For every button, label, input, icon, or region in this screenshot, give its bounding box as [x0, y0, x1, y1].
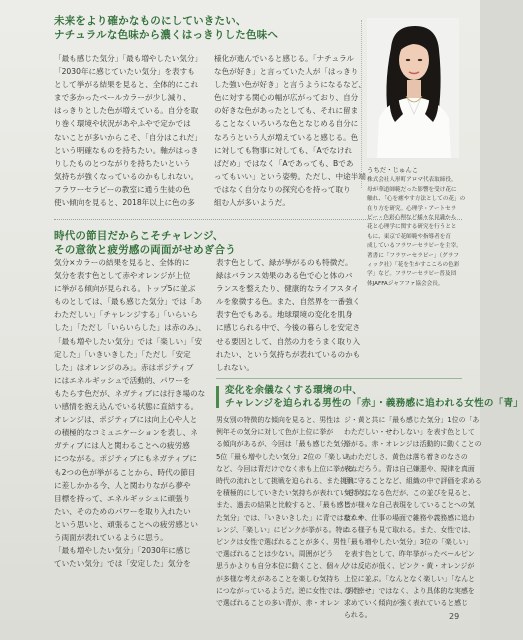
text-line: わただしい」「チャレンジする」「いらいら: [54, 310, 198, 320]
text-line: レンジ、「楽しい」にピンクが挙がる。特に: [216, 525, 350, 534]
text-line: ってもいい」という姿勢。ただし、中途半端: [214, 171, 366, 181]
text-line: につながる。ポジティブにもネガティブに: [54, 454, 197, 464]
text-line: 定した」「いきいきした」「ただし「安定: [54, 349, 191, 359]
text-line: に差しかかる今、人と関わりながら夢や: [54, 480, 191, 490]
text-line: 上位に並ぶ。「なんとなく楽しい」「なんと: [344, 574, 476, 583]
text-line: 目標を持って、エネルギッシュに頑張り: [54, 493, 191, 503]
text-line: りしたものとつながりを持ちたいという: [54, 158, 191, 168]
text-line: あわただしさ、黄色は落ち着きのなさの: [344, 452, 468, 461]
text-line: で選ばれることは少ない。周囲がどう: [216, 550, 334, 559]
text-line: ていたい気分」では「安定した」気分を: [54, 559, 191, 569]
text-line: ピンクは女性で選ばれることが多く、男性: [216, 538, 347, 547]
text-line: で選ばれることの多い青が、赤・オレン: [216, 599, 340, 608]
text-line: も2つの色が挙がることから、時代の節目: [54, 467, 196, 477]
text-line: 様化が進んでいると感じる。「ナチュラル: [214, 54, 355, 63]
author-profile-body: [367, 176, 466, 289]
text-line: ルを象徴する色。また、自然界を一番強く: [216, 297, 361, 307]
text-line: 成しているフラワーセラピーを主宰。: [367, 243, 462, 250]
text-line: ピー・色彩心理など様々な見識から: [367, 215, 457, 222]
text-line: まで多かったベールカラーが少し減り、: [54, 93, 191, 103]
text-line: 挙がる。赤・オレンジは活動的に動くことの: [344, 440, 482, 449]
text-line: ではなく自分なりの探究心を持って取り: [214, 184, 351, 194]
text-line: 気分×カラーの結果を見ると、全体的に: [54, 258, 190, 267]
text-line: という思いと、頑張ることへの疲労感とい: [54, 519, 198, 529]
text-line: を積極的にしていきたい気持ちが表れていそうだ。: [216, 489, 375, 498]
text-line: した強い色が好き」と言うようになるなど、: [214, 80, 366, 90]
text-line: 皆が様々な自己表現をしていることへの気: [344, 501, 475, 510]
text-line: ないことが多いからこそ、「自分はこれだ」: [54, 132, 202, 142]
text-line: の好きな色があったとしても、それに留ま: [214, 106, 359, 116]
section3-column2: [344, 414, 482, 621]
text-line: れる様子も見て取れる。また、女性では、: [344, 525, 475, 534]
section1-column1: [54, 52, 212, 209]
text-line: ることなくいろいろな色となじめる自分に: [214, 119, 359, 129]
text-line: 「2030年に感じていたい気分」を表すも: [54, 67, 195, 77]
text-line: 株式会社人形町アロマ代表取締役。: [367, 177, 457, 184]
author-profile: [367, 166, 466, 289]
section3-heading: 変化を余儀なくする環境の中、 チャレンジを迫られる男性の「赤」・義務感に追われる女性の「青」: [216, 384, 523, 410]
text-line: 求めていく傾向が強く表れていると感じ: [344, 599, 469, 608]
section3-column1: [216, 414, 375, 609]
text-line: クは反応が低く、ピンク・黄・オレンジが: [344, 562, 475, 571]
text-line: にはエネルギッシュで活動的、パワーを: [54, 375, 191, 385]
text-line: 母が華道師範だった影響を受け花に: [367, 186, 457, 193]
text-line: 気持ちになる色だが、この並びを見ると、: [344, 489, 475, 498]
text-line: た気分」では、「いきいきした」に青ではなくオ: [216, 513, 365, 522]
page-number: 29: [449, 612, 460, 621]
section2-column1: [54, 256, 214, 570]
text-line: ものとしては、「最も感じた気分」では「あ: [54, 297, 203, 307]
text-line: 著書に「フラワーセラピー」（グラフ: [367, 252, 459, 259]
text-line: 「最も増やしたい気分」3位の「楽しい」: [344, 538, 473, 547]
text-line: 気持ちが強くなっているのかもしれない。: [54, 171, 199, 181]
section2-heading: 時代の節目だからこそチャレンジ、 その意欲と疲労感の両面がせめぎ合う: [54, 230, 236, 256]
text-line: もに、東京で花師範や指導者を育: [367, 233, 451, 240]
section3-top-rule: [216, 378, 462, 379]
text-line: られる。: [344, 611, 372, 620]
text-line: 触れ、「心を癒やす方法としての花」の: [367, 196, 466, 203]
text-line: を表す色として、昨年挙がったベールピン: [344, 550, 475, 559]
author-name: うちだ・じゅんこ: [367, 166, 419, 174]
text-line: 表れだろう。青は自己嫌悪や、規律を真面: [344, 464, 475, 473]
text-line: 使い傾向を見ると、2018年以上に色の多: [54, 198, 195, 208]
text-line: る傾向があるが、今回は「最も感じた気分」: [216, 440, 354, 449]
text-line: に感じられる中で、今後の暮らしを安定さ: [216, 323, 361, 333]
text-line: 思うかよりも自分本位に動くこと、個々人: [216, 562, 347, 571]
text-line: 緑はバランス効果のある色で心と体のバ: [216, 271, 353, 281]
text-line: しれない。: [216, 362, 254, 372]
text-line: ランスを整えたり、健康的なライフスタイ: [216, 284, 360, 294]
text-line: フラワーセラピーの教室に通う生徒の色: [54, 184, 191, 194]
text-line: ジ・黄と共に「最も感じた気分」1位の「あ: [344, 416, 480, 424]
text-line: 体JAFFAジャフファ協会会長。: [367, 280, 444, 287]
text-line: なく幸せ」ではなく、より具体的な実感を: [344, 586, 475, 595]
text-line: 気分を表す色として赤やオレンジが上位: [54, 271, 191, 281]
text-line: 「最も増やしたい気分」では「楽しい」「安: [54, 336, 203, 346]
section1-column2: [214, 52, 366, 209]
section-divider: [54, 219, 462, 220]
text-line: が多様な考えがあることを楽しむ気持ち: [216, 574, 341, 583]
text-line: ィック社）「花を生かすこころの色彩: [367, 262, 460, 269]
text-line: 表す色として、緑が挙がるのも特徴だ。: [216, 258, 353, 267]
text-line: また、過去の結果と比較すると、「最も感じ: [216, 501, 351, 510]
text-line: した」「ただし「いらいらした」は赤のみ」、: [54, 323, 206, 333]
text-line: の積極的なコミュニケーションを表し、ネ: [54, 428, 198, 438]
column-divider: [361, 20, 362, 188]
text-line: い感情を抱え込んでいる状態に直結する。: [54, 402, 199, 412]
text-line: わただしい・せわしない」を表す色として: [344, 428, 475, 437]
text-line: はっきりとした色が増えている。自分を取: [54, 106, 199, 116]
text-line: なろうという人が増えていると感じる。色: [214, 132, 359, 142]
text-line: として挙がる結果を見ると、全体的にこれ: [54, 80, 199, 90]
text-line: 目に守ることなど、組織の中で評価を求める: [344, 477, 482, 486]
text-line: に対しても物事に対しても、「Aでなけれ: [214, 145, 353, 155]
text-line: ばだめ」ではなく「Aであっても、Bであ: [214, 158, 354, 168]
text-line: たい、そのためのパワーを取り入れたい: [54, 506, 191, 516]
section2-column2: [216, 256, 368, 374]
text-line: せる要因として、自然の力をうまく取り入: [216, 336, 361, 346]
text-line: など、今回は青だけでなく赤も上位に挙がる。: [216, 464, 361, 473]
text-line: り巻く環境や状況があやふやで定かでは: [54, 119, 191, 129]
text-line: 「最も感じた気分」「最も増やしたい気分」: [54, 54, 203, 63]
section1-heading: 未来をより確かなものにしていきたい、 ナチュラルな色味から濃くはっきりした色味へ: [54, 15, 279, 41]
text-line: な色が好き」と言っていた人が「はっきり: [214, 67, 359, 77]
text-line: ガティブには人と関わることへの疲労感: [54, 441, 190, 451]
text-line: れたい、という気持ちが表れているのかも: [216, 349, 361, 359]
text-line: 例年その気分に対して色が上位に挙が: [216, 428, 334, 437]
text-line: 5位「最も増やしたい気分」2位の「楽しい」: [216, 452, 356, 461]
text-line: 表す色でもある。地球環境の変化を肌身: [216, 310, 353, 320]
text-line: 時代の流れとして挑戦を迫られる、また挑戦: [216, 477, 354, 486]
text-line: 男女別の特徴的な傾向を見ると、男性は: [216, 416, 341, 424]
text-line: 学」など。フラワーセラピー普及団: [367, 271, 457, 278]
text-line: した」はオレンジのみ」。赤はポジティブ: [54, 362, 194, 372]
text-line: 組む人が多いようだ。: [214, 198, 290, 208]
text-line: 色に対する関心の幅が広がっており、自分: [214, 93, 359, 103]
text-line: 在り方を研究。心理学・アートセラ: [367, 205, 457, 212]
text-line: に挙がる傾向が見られる。トップ5に並ぶ: [54, 284, 196, 294]
text-line: う両面が表れているように思う。: [54, 532, 168, 542]
text-line: 花と心理学に関する研究を行うとと: [367, 224, 457, 231]
text-line: 「最も増やしたい気分」「2030年に感じ: [54, 546, 192, 556]
text-line: という明確なものを持ちたい。軸がはっき: [54, 145, 199, 155]
text-line: もたらす色だが、ネガティブには行き場のな: [54, 388, 206, 398]
text-line: 疲れや、仕事の場面で雑務や義務感に追わ: [344, 513, 475, 522]
portrait-photo: [367, 18, 459, 158]
text-line: につながっているようだ。逆に女性では、男性: [216, 586, 361, 595]
text-line: オレンジは、ポジティブには向上心や人と: [54, 415, 198, 425]
